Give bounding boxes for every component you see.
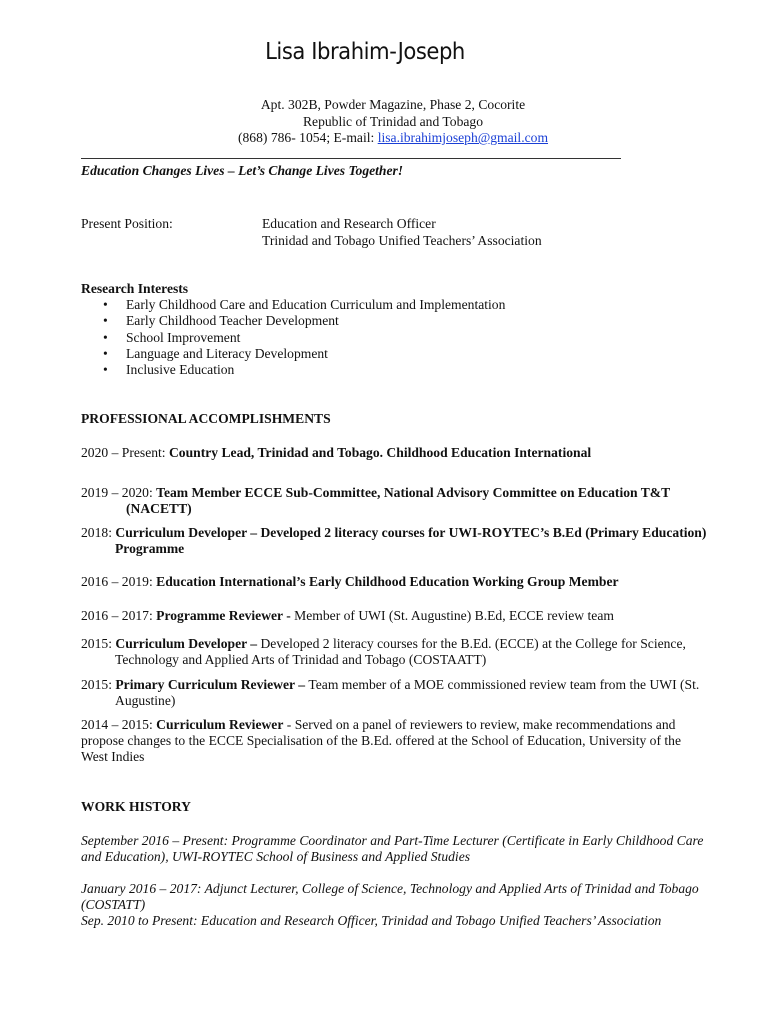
accomplishment-title: Curriculum Developer – [115, 636, 261, 651]
accomplishment-title: Team Member ECCE Sub-Committee, National Advisory Committee on Education T&T [156, 485, 671, 500]
accomplishment-desc: Team member of a MOE commissioned review team from the UWI (St. [308, 677, 700, 692]
accomplishment-item [81, 608, 721, 624]
email-link[interactable]: lisa.ibrahimjoseph@gmail.com [377, 130, 549, 145]
work-line: September 2016 – Present: Programme Coordinator and Part-Time Lecturer (Certificate in Early Childhood Care [81, 833, 704, 848]
accomplishment-continuation: West Indies [81, 749, 145, 764]
accomplishment-title: Primary Curriculum Reviewer – [115, 677, 309, 692]
phone-text: (868) 786- 1054; E-mail: [237, 130, 378, 145]
accomplishment-year: 2015: [81, 677, 116, 692]
work-line: January 2016 – 2017: Adjunct Lecturer, College of Science, Technology and Applied Arts of Trinidad and Tobago [81, 881, 699, 896]
work-item [81, 833, 721, 865]
address-line-2: Republic of Trinidad and Tobago [302, 113, 484, 129]
research-list [81, 297, 505, 378]
address-line-1: Apt. 302B, Powder Magazine, Phase 2, Cocorite [260, 97, 526, 112]
position-org: Trinidad and Tobago Unified Teachers’ Association [262, 232, 542, 248]
accomplishment-desc: Member of UWI (St. Augustine) B.Ed, ECCE review team [294, 608, 614, 623]
accomplishment-year: 2018: [81, 525, 116, 540]
accomplishment-year: 2020 – Present: [81, 445, 169, 460]
work-line: and Education), UWI-ROYTEC School of Business and Applied Studies [81, 849, 471, 864]
accomplishment-year: 2015: [81, 636, 116, 651]
phone-email-line [81, 130, 705, 147]
present-position-value [262, 216, 542, 249]
work-history-heading: WORK HISTORY [81, 799, 191, 814]
work-line: Sep. 2010 to Present: Education and Research Officer, Trinidad and Tobago Unified Teachers’ Association [81, 913, 662, 928]
accomplishment-title: Curriculum Developer – Developed 2 literacy courses for UWI-ROYTEC’s B.Ed (Primary Education) [115, 525, 707, 540]
accomplishment-continuation: propose changes to the ECCE Specialisation of the B.Ed. offered at the School of Education, University of the [81, 733, 681, 748]
accomplishment-item [81, 445, 721, 461]
header-divider [81, 158, 621, 159]
research-interests [81, 281, 505, 378]
accomplishment-continuation: (NACETT) [126, 501, 192, 516]
accomplishment-continuation: Technology and Applied Arts of Trinidad and Tobago (COSTAATT) [115, 652, 487, 667]
accomplishment-title: Programme Reviewer - [156, 608, 295, 623]
work-item [81, 881, 721, 929]
accomplishment-year: 2014 – 2015: [81, 717, 157, 732]
list-item: • Inclusive Education [81, 362, 505, 378]
list-item: • School Improvement [81, 330, 505, 346]
present-position-label: Present Position: [81, 216, 173, 231]
accomplishment-item [81, 677, 721, 709]
accomplishment-item [81, 574, 721, 590]
accomplishment-title: Education International’s Early Childhood Education Working Group Member [156, 574, 619, 589]
work-line: (COSTATT) [81, 897, 146, 912]
accomplishment-continuation: Augustine) [115, 693, 176, 708]
accomplishment-item [81, 636, 721, 668]
accomplishment-item [81, 525, 721, 557]
accomplishment-desc: Developed 2 literacy courses for the B.Ed. (ECCE) at the College for Science, [260, 636, 686, 651]
list-item: • Early Childhood Care and Education Curriculum and Implementation [81, 297, 505, 313]
position-title: Education and Research Officer [262, 216, 436, 231]
accomplishment-continuation: Programme [115, 541, 185, 556]
accomplishment-year: 2019 – 2020: [81, 485, 157, 500]
accomplishment-year: 2016 – 2019: [81, 574, 157, 589]
list-item: • Early Childhood Teacher Development [81, 313, 505, 329]
list-item: • Language and Literacy Development [81, 346, 505, 362]
contact-block [81, 97, 705, 147]
research-heading: Research Interests [81, 281, 189, 296]
accomplishment-desc: - Served on a panel of reviewers to review, make recommendations and [283, 717, 676, 732]
accomplishment-item [81, 485, 721, 517]
candidate-name: Lisa Ibrahim-Joseph [265, 39, 465, 65]
accomplishment-year: 2016 – 2017: [81, 608, 157, 623]
accomplishments-heading: PROFESSIONAL ACCOMPLISHMENTS [81, 411, 331, 426]
accomplishment-item [81, 717, 721, 765]
accomplishment-title: Country Lead, Trinidad and Tobago. Childhood Education International [168, 445, 592, 460]
motto: Education Changes Lives – Let’s Change Lives Together! [81, 163, 404, 178]
accomplishment-title: Curriculum Reviewer [156, 717, 284, 732]
